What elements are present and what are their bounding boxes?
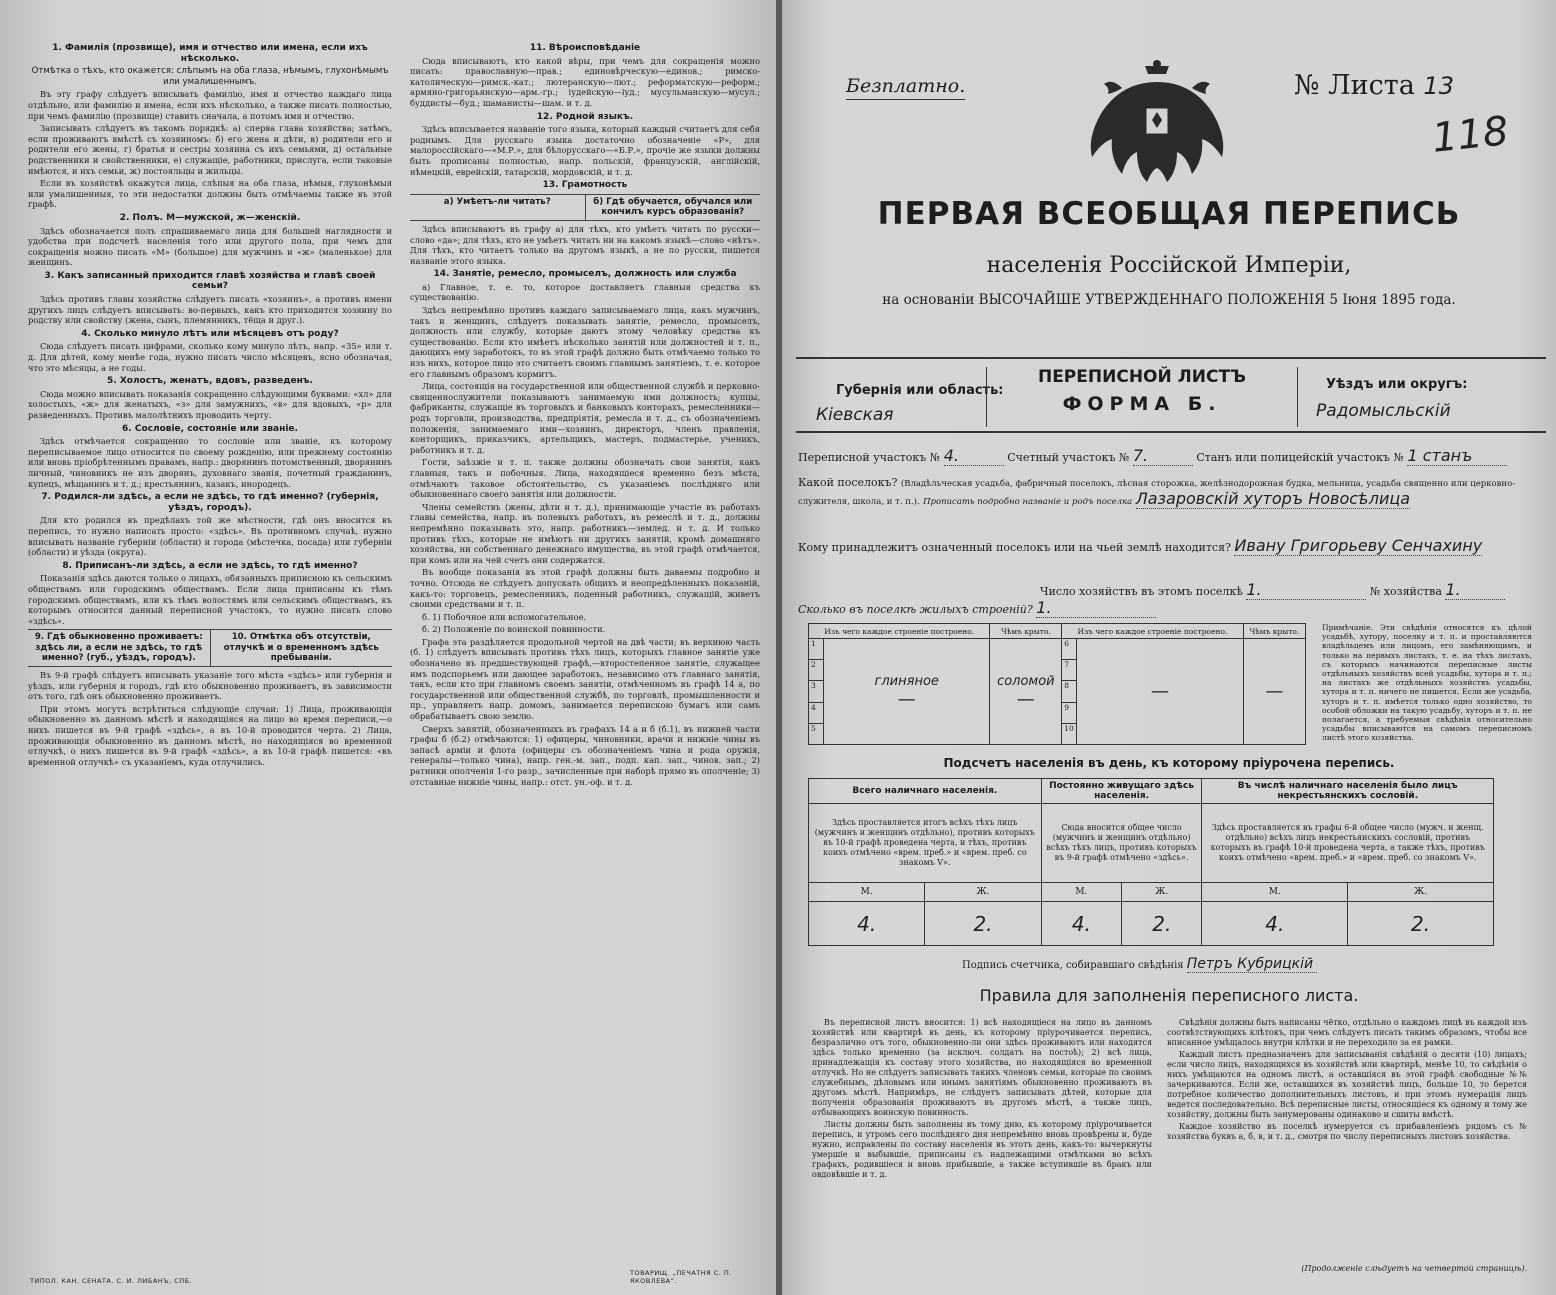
census-title: ПЕРВАЯ ВСЕОБЩАЯ ПЕРЕПИСЬ bbox=[877, 196, 1461, 232]
non-peasant-male-count: 4. bbox=[1202, 902, 1348, 946]
roof-header: Чѣмъ крыто. bbox=[1243, 624, 1305, 639]
male-header: М. bbox=[809, 882, 925, 901]
signature-label: Подпись счетчика, собиравшаго свѣдѣнія bbox=[962, 960, 1184, 971]
instruction-paragraph: Сюда слѣдуетъ писать цифрами, сколько кому минуло лѣтъ, напр. «35» или т. д. Для дѣтей, кому менѣе года, нужно писать число мѣсяцевъ, ясно обозначая, что это мѣсяцы, а не годы. bbox=[28, 341, 392, 373]
instruction-paragraph: Записывать слѣдуетъ въ такомъ порядкѣ: а) сперва глава хозяйства; затѣмъ, если проживаютъ вмѣстѣ съ хозяиномъ: б) его жена и дѣти, в) родители его и родители его жены, г) братья и сестры хозяина съ ихъ семьями, д) остальные родственники и свойственники, е) служащіе, работники, прислуга, если таковые имѣются, и ихъ семьи, ж) постояльцы и жильцы. bbox=[28, 123, 392, 176]
building-material: глиняное — bbox=[824, 639, 990, 745]
instruction-paragraph: б. 2) Положеніе по воинской повинности. bbox=[422, 624, 606, 635]
instruction-paragraph: Гости, заѣзжіе и т. п. также должны обозначать свои занятія, какъ главныя, такъ и побочныя. Лица, находящіеся временно безъ мѣста, отмѣчаютъ таковое обстоятельство, съ указаніемъ послѣдняго или обыкновеннаго своего занятія или должности. bbox=[410, 457, 760, 500]
rule-paragraph: Свѣдѣнія должны быть написаны чётко, отдѣльно о каждомъ лицѣ въ каждой изъ соотвѣтствующихъ клѣтокъ, при чемъ слѣдуетъ писать такимъ образомъ, чтобы все вписанное умѣщалось внутри клѣтки и не переходило за ея рамки. bbox=[1167, 1018, 1527, 1047]
row-number: 10 bbox=[1062, 723, 1077, 744]
settlement-line bbox=[798, 476, 1548, 509]
male-header: М. bbox=[1202, 882, 1348, 901]
section-heading: 3. Какъ записанный приходится главѣ хозяйства и главѣ своей семьи? bbox=[44, 270, 376, 292]
row-number: 3 bbox=[809, 681, 824, 702]
census-basis: на основаніи ВЫСОЧАЙШЕ УТВЕРЖДЕННАГО ПОЛОЖЕНІЯ 5 Іюня 1895 года. bbox=[882, 292, 1456, 308]
rules-title: Правила для заполненія переписного листа. bbox=[979, 986, 1359, 1005]
instruction-paragraph: Члены семействъ (жены, дѣти и т. д.), принимающіе участіе въ работахъ главы семейства, напр. въ полевыхъ работахъ, въ ремеслѣ и т. д., должны непремѣнно показывать это, напр. работникъ—землед. и т. д. И только противъ тѣхъ, которые не имѣютъ ни другихъ занятій, кромѣ домашняго хозяйства, ни собственнаго денежнаго имущества, въ этой графѣ отмѣчается, при комъ или на чей счетъ они содержатся. bbox=[410, 501, 760, 565]
instructions-column-2 bbox=[410, 40, 760, 789]
section-heading: 2. Полъ. М—мужской, ж—женскій. bbox=[119, 212, 301, 223]
gubernia-label: Губернія или область: bbox=[836, 383, 1004, 398]
section-heading: 8. Приписанъ-ли здѣсь, а если не здѣсь, то гдѣ именно? bbox=[62, 560, 358, 571]
building-material-2: — bbox=[1077, 639, 1243, 745]
signature-value: Петръ Кубрицкій bbox=[1187, 956, 1317, 973]
section-heading: 1. Фамилія (прозвище), имя и отчество или имена, если ихъ нѣсколько. bbox=[52, 43, 368, 64]
buildings-table bbox=[808, 623, 1306, 745]
enumerator-signature-line bbox=[962, 956, 1317, 973]
sheet-header-box bbox=[796, 357, 1546, 433]
buildings-label: Сколько въ поселкѣ жилыхъ строеній? bbox=[798, 603, 1033, 616]
census-district-label: Переписной участокъ № bbox=[798, 451, 941, 464]
rule-paragraph: Листы должны быть заполнены въ тому дню, къ которому пріурочивается перепись, и утромъ сего послѣдняго дня непремѣнно вновь провѣрены и, буде нужно, исправлены по составу населенія въ этотъ день, какъ-то: вычеркнуты умершіе и выбывшіе, приписаны съ надлежащими отмѣтками во всѣхъ графахъ, родившіеся и вновь прибывшіе, а также вступившіе въ бракъ или овдовѣвшіе и т. д. bbox=[812, 1120, 1152, 1179]
census-district-value: 4. bbox=[944, 446, 1004, 466]
rule-paragraph: Въ переписной листъ вносится: 1) всѣ находящіеся на лицо въ данномъ хозяйствѣ или квартирѣ въ день, къ которому пріурочивается перепись, безразлично отъ того, обыкновенно-ли они здѣсь проживаютъ или находятся здѣсь только временно (за исключ. солдатъ на постоѣ); 2) всѣ лица, принадлежащія къ составу этого хозяйства, но находящіяся во временной отлучкѣ. Но не слѣдуетъ записывать такихъ членовъ семьи, которые по своимъ служебнымъ, дѣловымъ или инымъ занятіямъ обыкновенно проживаютъ въ другомъ мѣстѣ. Напримѣръ, не слѣдуетъ записывать дѣтей, которые для полученія образованія проживаютъ въ другомъ мѣстѣ, а также лицъ, отбывающихъ воинскую повинность. bbox=[812, 1018, 1152, 1117]
sheet-title: ПЕРЕПИСНОЙ ЛИСТЪ bbox=[1037, 367, 1247, 387]
rule-paragraph: Каждый листъ предназначенъ для записыванія свѣдѣній о десяти (10) лицахъ; если число лицъ, находящихся въ хозяйствѣ или квартирѣ, менѣе 10, то свѣдѣнія о нихъ умѣщаются на одномъ листѣ, а оставшіяся въ этой графѣ свободные №№ зачеркиваются. Если же, оставшихся въ хозяйствѣ лицъ, больше 10, то берется потребное количество дополнительныхъ листовъ, и при этомъ нумерація лицъ ведется последовательно. Всѣ переписные листы, относящіеся къ одному и тому же хозяйству, должны быть занумерованы одинаково и сшиты вмѣстѣ. bbox=[1167, 1050, 1527, 1119]
owner-line bbox=[798, 536, 1548, 556]
two-part-heading bbox=[28, 629, 392, 667]
male-header: М. bbox=[1041, 882, 1121, 901]
female-header: Ж. bbox=[925, 882, 1041, 901]
material-header: Изъ чего каждое строеніе построено. bbox=[809, 624, 990, 639]
row-number: 8 bbox=[1062, 681, 1077, 702]
building-roof: соломой — bbox=[990, 639, 1062, 745]
instruction-paragraph: Здѣсь вписываютъ въ графу а) для тѣхъ, кто умѣетъ читать по русски—слово «да»; для тѣхъ, кто не умѣетъ читать ни на какомъ языкѣ—слово «нѣтъ». Для тѣхъ, кто читаетъ только на другомъ языкѣ, а не по русски, пишется названіе этого языка. bbox=[410, 223, 760, 266]
owner-label: Кому принадлежитъ означенный поселокъ или на чьей землѣ находится? bbox=[798, 541, 1231, 554]
owner-value: Ивану Григорьеву Сенчахину bbox=[1234, 536, 1483, 555]
sheet-number-block bbox=[1294, 70, 1454, 101]
instruction-paragraph: Въ вообще показанія въ этой графѣ должны быть даваемы подробно и точно. Отсюда не слѣдуетъ допускать общихъ и неопредѣленныхъ показаній, какъ-то: торговецъ, ремесленникъ, поденный работникъ, служащій, живетъ своими средствами и т. п. bbox=[410, 567, 760, 610]
stan-value: 1 станъ bbox=[1407, 446, 1507, 466]
count-district-label: Счетный участокъ № bbox=[1007, 451, 1130, 464]
two-part-heading bbox=[410, 194, 760, 221]
count-district-value: 7. bbox=[1133, 446, 1193, 466]
heading-cell: 9. Гдѣ обыкновенно проживаетъ: здѣсь ли, а если не здѣсь, то гдѣ именно? (губ., уѣздъ, городъ). bbox=[34, 632, 203, 664]
row-number: 2 bbox=[809, 660, 824, 681]
settlement-label: Какой поселокъ? bbox=[798, 476, 898, 489]
non-peasant-desc: Здѣсь проставляется въ графы 6-й общее число (мужч. и женщ. отдѣльно) всѣхъ лицъ некрестьянскихъ сословій, противъ которыхъ въ графѣ 10-й проведена черта, а также тѣхъ, противъ коихъ отмѣчено «врем. преб.» и «врем. преб. со знакомъ V». bbox=[1202, 804, 1494, 882]
settlement-hint-2: Прописать подробно названіе и родъ поселка bbox=[923, 497, 1133, 507]
households-line bbox=[1040, 580, 1550, 600]
instructions-column-1 bbox=[28, 40, 392, 769]
form-label: ФОРМА Б. bbox=[1062, 393, 1222, 415]
heading-cell: 10. Отмѣтка объ отсутствіи, отлучкѣ и о временномъ здѣсь пребываніи. bbox=[210, 630, 393, 666]
buildings-note: Примѣчаніе. Эти свѣдѣнія относятся къ цѣлой усадьбѣ, хутору, поселку и т. п. и проставляются владѣльцемъ или лицомъ, его замѣняющимъ, и только на первыхъ листахъ, т. е. на тѣхъ листахъ, съ которыхъ начинаются переписные листы отдѣльныхъ хозяйствъ всей усадьбы, хутора и т. п.; на листахъ же отдѣльныхъ хозяйствъ усадьбы, хутора и т. п. ничего не пишется. Если же усадьба, хуторъ и т. п. имѣется только одно хозяйство, то особой обложки на такую усадьбу, хуторъ и т. п. не полагается, а требуемыя свѣдѣнія относительно усадьбы вписываются на самомъ переписномъ листѣ этого хозяйства. bbox=[1322, 623, 1532, 743]
instruction-paragraph: Здѣсь непремѣнно противъ каждаго записываемаго лица, какъ мужчинъ, такъ и женщинъ, слѣдуетъ показывать занятіе, ремесло, промыселъ, должность или службу, которые даютъ этому человѣку средства къ существованію. Если кто имѣетъ нѣсколько занятій или должностей и т. п., дающихъ ему заработокъ, то въ этой графѣ должно быть отмѣчаемо только то изъ нихъ, которое лицо это считаетъ своимъ главнымъ занятіемъ, т. е. которое его главнымъ образомъ кормитъ. bbox=[410, 305, 760, 379]
row-number: 4 bbox=[809, 702, 824, 723]
section-heading: 12. Родной языкъ. bbox=[536, 111, 634, 122]
continued-note: (Продолженіе слѣдуетъ на четвертой страницѣ). bbox=[1301, 1264, 1527, 1273]
instruction-paragraph: Здѣсь обозначается полъ спрашиваемаго лица для большей наглядности и удобства при подсчетѣ населенія того или другого пола, при чемъ для сокращенія можно писать «М» (большое) для мужчинъ и «ж» (маленькое) для женщинъ. bbox=[28, 225, 392, 268]
total-female-count: 2. bbox=[925, 902, 1041, 946]
section-heading: 7. Родился-ли здѣсь, а если не здѣсь, то гдѣ именно? (губернія, уѣздъ, городъ). bbox=[41, 492, 379, 513]
sheet-title-block bbox=[986, 367, 1298, 427]
row-number: 9 bbox=[1062, 702, 1077, 723]
households-value: 1. bbox=[1246, 580, 1366, 600]
instruction-paragraph: Здѣсь отмѣчается сокращенно то сословіе или званіе, къ которому переписываемое лицо относится по своему рожденію, или прежнему состоянію или вновь пріобрѣтеннымъ правамъ, напр.: дворянинъ потомственный, дворянинъ личный, чиновникъ не изъ дворянъ, духовнаго званія, почетный гражданинъ, купецъ, мѣщанинъ и т. д.; крестьянинъ, казакъ, инородецъ. bbox=[28, 436, 392, 489]
sheet-label: № Листа bbox=[1294, 70, 1415, 101]
section-heading: 14. Занятіе, ремесло, промыселъ, должность или служба bbox=[433, 269, 737, 280]
instruction-paragraph: При этомъ могутъ встрѣтиться слѣдующіе случаи: 1) Лица, проживающія обыкновенно въ данномъ мѣстѣ и находящіяся на лицо во время переписи,—о нихъ пишется въ 9-й графѣ «здѣсь», а въ 10-й проводится черта. 2) Лица, проживающія обыкновенно въ данномъ мѣстѣ, но находящіяся во временной отлучкѣ, о нихъ пишется въ 9-й графѣ «здѣсь», а въ 10-й графѣ пишется: «въ временной отлучкѣ» съ указаніемъ, куда отлучились. bbox=[28, 703, 392, 767]
instruction-paragraph: Въ эту графу слѣдуетъ вписывать фамилію, имя и отчество каждаго лица отдѣльно, или фамилію и имена, если ихъ нѣсколько, а также писать полностью, при чемъ фамилію (прозвище) ставить сначала, а потомъ имя и отчество. bbox=[28, 89, 392, 121]
instruction-paragraph: Сверхъ занятій, обозначенныхъ въ графахъ 14 а и б (б.1), въ нижней части графы б (б.2) отмѣчаются: 1) офицеры, чиновники, врачи и нижніе чины въ запасѣ арміи и флота (офицеры съ обозначеніемъ чина и рода оружія, генералы—только чина), напр. ген.-м. зап., подп. кап. зап., чинов. зап.; 2) ратники ополченія 1-го разр., зачисленные при наборѣ прямо въ ополченіе; 3) отставные нижніе чины, напр.: отст. ун.-оф. и т. д. bbox=[410, 723, 760, 787]
settlement-hint: (Владѣльческая усадьба, фабричный поселокъ, лѣсная сторожка, желѣзнодорожная будка, мельница, усадьба священно или церковно-служителя, школа, и т. п.). bbox=[798, 479, 1516, 507]
row-number: 1 bbox=[809, 639, 824, 660]
population-count-title: Подсчетъ населенія въ день, къ которому пріурочена перепись. bbox=[943, 756, 1395, 770]
buildings-value: 1. bbox=[1036, 598, 1156, 618]
imprint-right: ТОВАРИЩ. „ПЕЧАТНЯ С. П. ЯКОВЛЕВА“. bbox=[630, 1269, 732, 1285]
instruction-paragraph: Сюда вписываютъ, кто какой вѣры, при чемъ для сокращенія можно писать: православную—прав.; единовѣрческую—единов.; римско-католическую—римск.-кат.; лютеранскую—лют.; реформатскую—реформ.; армяно-григорьянскую—арм.-гр.; іудейскую—іуд.; мусульманскую—мусул.; буддисты—буд.; шаманисты—шам. и т. д. bbox=[410, 55, 760, 108]
material-header: Изъ чего каждое строеніе построено. bbox=[1062, 624, 1243, 639]
roof-header: Чѣмъ крыто. bbox=[990, 624, 1062, 639]
permanent-desc: Сюда вносится общее число (мужчинъ и женщинъ отдѣльно) всѣхъ тѣхъ лицъ, противъ которыхъ въ 9-й графѣ отмѣчено «здѣсь». bbox=[1041, 804, 1202, 882]
section-heading: 6. Сословіе, состояніе или званіе. bbox=[122, 423, 298, 434]
archive-page-number: 118 bbox=[1429, 108, 1511, 162]
row-number: 7 bbox=[1062, 660, 1077, 681]
instruction-paragraph: Графа эта раздѣляется продольной чертой на двѣ части; въ верхнюю часть (б. 1) слѣдуетъ вписывать противъ тѣхъ лицъ, которыхъ главное занятіе уже обозначено въ предшествующей графѣ,—второстепенное занятіе, служащее имъ подспорьемъ или дающее заработокъ, независимо отъ главнаго занятія, такъ, если кто при главномъ своемъ занятіи, отмѣченномъ въ графѣ 14 а, по государственной или общественной службѣ, по торговлѣ, промышленности и пр., управляетъ напр. домомъ, занимается перепискою бумагъ или самъ обрабатываетъ свою землю. bbox=[410, 636, 760, 722]
instruction-paragraph: а) Главное, т. е. то, которое доставляетъ главныя средства къ существованію. bbox=[410, 281, 760, 303]
permanent-header: Постоянно живущаго здѣсь населенія. bbox=[1041, 779, 1202, 804]
section-heading: 13. Грамотность bbox=[542, 180, 628, 191]
instruction-paragraph: Лица, состоящія на государственной или общественной службѣ и церковно-священнослужители показываютъ занимаемую ими должность; купцы, фабриканты, служащіе въ торговыхъ и банковыхъ конторахъ, ремесленники—родъ торговли, производства, предпріятія, ремесла и т. д., съ обозначеніемъ положенія, занимаемаго ими—хозяинъ, директоръ, членъ правленія, конторщикъ, приказчикъ, артельщикъ, мастеръ, подмастерье, ученикъ, работникъ и т. д. bbox=[410, 381, 760, 455]
female-header: Ж. bbox=[1122, 882, 1202, 901]
permanent-male-count: 4. bbox=[1041, 902, 1121, 946]
instruction-paragraph: Если въ хозяйствѣ окажутся лица, слѣпыя на оба глаза, нѣмыя, глухонѣмыя или умалишенныя, то эти недостатки должны быть отмѣчаемы также въ этой графѣ. bbox=[28, 178, 392, 210]
right-page bbox=[782, 0, 1556, 1295]
total-present-desc: Здѣсь проставляется итогъ всѣхъ тѣхъ лицъ (мужчинъ и женщинъ отдѣльно), противъ которыхъ въ 10-й графѣ проведена черта, и тѣхъ, противъ коихъ отмѣчено «врем. преб.» и «врем. преб. со знакомъ V». bbox=[809, 804, 1042, 882]
households-label: Число хозяйствъ въ этомъ поселкѣ bbox=[1040, 585, 1243, 598]
settlement-value: Лазаровскій хуторъ Новосѣлица bbox=[1135, 489, 1411, 508]
rule-paragraph: Каждое хозяйство въ поселкѣ нумеруется съ прибавленіемъ рядомъ съ № хозяйства буквъ а, б, в, и т. д., смотря по числу переписныхъ листовъ хозяйства. bbox=[1167, 1122, 1527, 1141]
gubernia-value: Кіевская bbox=[816, 405, 894, 425]
section-subheading: Отмѣтка о тѣхъ, кто окажется: слѣпымъ на оба глаза, нѣмымъ, глухонѣмымъ или умалишеннымъ. bbox=[31, 66, 389, 87]
non-peasant-female-count: 2. bbox=[1348, 902, 1494, 946]
uezd-label: Уѣздъ или округъ: bbox=[1326, 377, 1468, 392]
rules-column-1 bbox=[812, 1018, 1152, 1182]
instruction-paragraph: Для кто родился въ предѣлахъ той же мѣстности, гдѣ онъ вносится въ перепись, то нужно написать просто: «здѣсь». Въ противномъ случаѣ, нужно вписывать названіе губерніи (области) и города (мѣстечка, посада) или губерніи (области) и уѣзда (округа). bbox=[28, 515, 392, 558]
section-heading: 4. Сколько минуло лѣтъ или мѣсяцевъ отъ роду? bbox=[81, 328, 339, 339]
district-line bbox=[798, 446, 1548, 466]
double-headed-eagle-icon bbox=[1082, 58, 1232, 198]
permanent-female-count: 2. bbox=[1122, 902, 1202, 946]
female-header: Ж. bbox=[1348, 882, 1494, 901]
row-number: 6 bbox=[1062, 639, 1077, 660]
buildings-line bbox=[798, 598, 1298, 618]
household-no-label: № хозяйства bbox=[1369, 585, 1442, 598]
population-count-table bbox=[808, 778, 1494, 946]
imprint-left: ТИПОЛ. КАН. СЕНАТА. С. И. ЛИБАНЪ, СПБ. bbox=[30, 1277, 193, 1285]
stan-label: Станъ или полицейскій участокъ № bbox=[1196, 451, 1404, 464]
instruction-paragraph: Сюда можно вписывать показанія сокращенно слѣдующими буквами: «хл» для холостыхъ, «ж» для женатыхъ, «з» для замужнихъ, «в» для вдовыхъ, «р» для разведенныхъ. Противъ малолѣтнихъ проводить черту. bbox=[28, 388, 392, 420]
instruction-paragraph: Здѣсь вписывается названіе того языка, который каждый считаетъ для себя роднымъ. Для русскаго языка достаточно обозначеніе «Р», для малороссійскаго—«М.Р.», для бѣлорусскаго—«Б.Р.», прочіе же языки должны быть прописаны полностью, напр. польскій, французскій, англійскій, нѣмецкій, еврейскій, татарскій, мордовскій, и т. д. bbox=[410, 124, 760, 177]
total-present-header: Всего наличнаго населенія. bbox=[809, 779, 1042, 804]
row-number: 5 bbox=[809, 723, 824, 744]
sheet-number: 13 bbox=[1423, 72, 1454, 100]
instruction-paragraph: б. 1) Побочное или вспомогательное. bbox=[422, 611, 587, 622]
section-heading: 5. Холостъ, женатъ, вдовъ, разведенъ. bbox=[107, 376, 313, 387]
heading-cell: б) Гдѣ обучается, обучался или кончилъ курсъ образованія? bbox=[585, 195, 761, 220]
section-heading: 11. Вѣроисповѣданіе bbox=[529, 43, 641, 53]
instruction-paragraph: Здѣсь противъ главы хозяйства слѣдуетъ писать «хозяинъ», а противъ имени другихъ лицъ слѣдуетъ вписывать: во-первыхъ, какъ кто приходится хозяину по родству или свойству (жена, сынъ, племянникъ, тёща и друг.). bbox=[28, 294, 392, 326]
instruction-paragraph: Показанія здѣсь даются только о лицахъ, обязанныхъ приписною къ сельскимъ обществамъ или городскимъ обществамъ. Если лица приписаны къ тѣмъ городскимъ обществамъ, или къ тѣмъ волостямъ или сельскимъ обществамъ, къ которымъ относится данный переписной участокъ, то нужно писать слово «здѣсь». bbox=[28, 573, 392, 626]
free-label: Безплатно. bbox=[846, 75, 965, 100]
non-peasant-header: Въ числѣ наличнаго населенія было лицъ некрестьянскихъ сословій. bbox=[1202, 779, 1494, 804]
instruction-paragraph: Въ 9-й графѣ слѣдуетъ вписывать указаніе того мѣста «здѣсь» или губернія и уѣздъ, или губернія и городъ, гдѣ кто обыкновенно проживаетъ, въ зависимости отъ того, гдѣ онъ обыкновенно проживаетъ. bbox=[28, 670, 392, 702]
building-roof-2: — bbox=[1243, 639, 1305, 745]
heading-cell: а) Умѣетъ-ли читать? bbox=[443, 196, 551, 207]
census-subtitle: населенія Россійской Имперіи, bbox=[986, 253, 1352, 278]
household-no-value: 1. bbox=[1445, 580, 1505, 600]
rules-column-2 bbox=[1167, 1018, 1527, 1144]
total-male-count: 4. bbox=[809, 902, 925, 946]
uezd-value: Радомысльскій bbox=[1316, 401, 1451, 421]
